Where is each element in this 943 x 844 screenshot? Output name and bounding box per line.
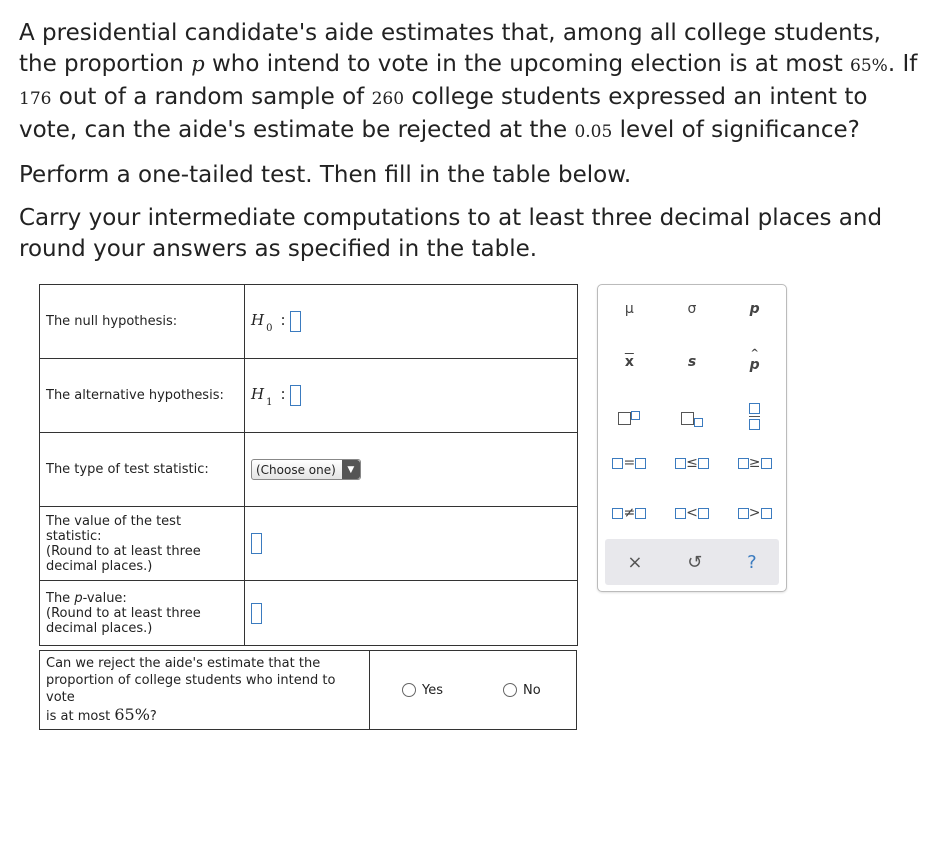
null-hypothesis-row: The null hypothesis: H $_0$ : (40, 285, 578, 359)
test-value-input[interactable] (251, 533, 262, 554)
help-icon[interactable]: ? (747, 551, 757, 573)
undo-icon[interactable]: ↺ (687, 551, 703, 573)
null-hypothesis-label: The null hypothesis: (40, 285, 245, 359)
chevron-down-icon: ▼ (342, 460, 360, 479)
problem-paragraph-1: A presidential candidate's aide estimates that, among all college students, the proportion p who intend to vote in the upcoming election is at most 65%. If 176 out of a random sample of 260 college students expressed an intent to vote, can the aide's estimate be rejected at the 0.05 level of significance? (19, 20, 918, 143)
yes-option[interactable]: Yes (402, 683, 443, 698)
problem-paragraph-2: Perform a one-tailed test. Then fill in the table below. (19, 162, 632, 188)
alt-hypothesis-row: The alternative hypothesis: H $_1$ : (40, 359, 578, 433)
no-option[interactable]: No (503, 683, 541, 698)
superscript-button[interactable] (601, 411, 657, 427)
subscript-button[interactable] (664, 411, 720, 427)
mu-button[interactable]: μ (624, 301, 634, 317)
palette-tools (605, 539, 779, 585)
problem-text (19, 18, 924, 277)
answer-table (39, 284, 578, 646)
alt-hypothesis-symbol: H $_1$ (251, 385, 273, 408)
sigma-button[interactable]: σ (687, 301, 697, 317)
less-equal-button[interactable]: ≤ (664, 455, 720, 471)
phat-button[interactable]: ^ p (749, 348, 760, 373)
p-button[interactable]: p (749, 301, 760, 317)
reject-question-table (39, 650, 577, 730)
p-value-label: The p-value: (Round to at least three decimal places.) (40, 581, 245, 646)
fraction-button[interactable] (727, 403, 783, 434)
greater-than-button[interactable]: > (727, 505, 783, 521)
xbar-button[interactable]: $\overline{x}$ (624, 354, 634, 370)
alt-hypothesis-label: The alternative hypothesis: (40, 359, 245, 433)
reject-question-label: Can we reject the aide's estimate that the proportion of college students who intend to vote is at most 65%? (40, 651, 370, 730)
equals-button[interactable]: = (601, 455, 657, 471)
yes-radio[interactable] (402, 683, 416, 697)
test-type-select[interactable]: (Choose one) ▼ (251, 459, 361, 480)
less-than-button[interactable]: < (664, 505, 720, 521)
p-value-row (40, 581, 578, 646)
null-hypothesis-input[interactable] (290, 311, 301, 332)
s-button[interactable]: s (687, 354, 697, 370)
test-value-row (40, 507, 578, 581)
test-type-row (40, 433, 578, 507)
test-type-label: The type of test statistic: (40, 433, 245, 507)
not-equal-button[interactable]: ≠ (601, 505, 657, 521)
no-radio[interactable] (503, 683, 517, 697)
test-value-label: The value of the test statistic: (Round to at least three decimal places.) (40, 507, 245, 581)
problem-paragraph-3: Carry your intermediate computations to at least three decimal places and round your answers as specified in the table. (19, 205, 883, 262)
alt-hypothesis-input[interactable] (290, 385, 301, 406)
clear-icon[interactable]: × (627, 551, 643, 573)
p-value-input[interactable] (251, 603, 262, 624)
null-hypothesis-symbol: H $_0$ (251, 311, 273, 334)
greater-equal-button[interactable]: ≥ (727, 455, 783, 471)
symbol-palette (597, 284, 787, 592)
